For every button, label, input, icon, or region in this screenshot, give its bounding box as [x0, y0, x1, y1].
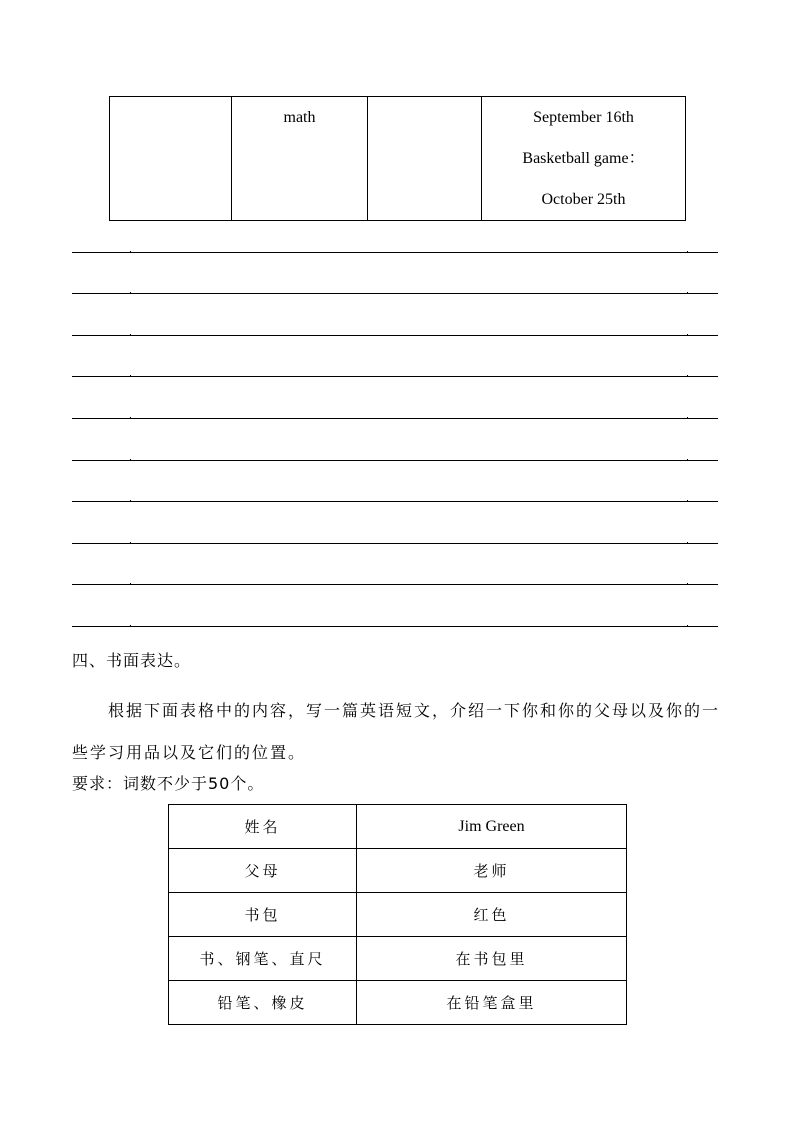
cell-text: October 25th: [541, 191, 626, 208]
instruction-text: 根据下面表格中的内容，写一篇英语短文，介绍一下你和你的父母以及你的一些学习用品以及它们的位置。: [72, 701, 721, 762]
table-cell: [368, 97, 482, 221]
table-row: [169, 849, 627, 893]
writing-line: [72, 252, 718, 253]
writing-line: [72, 584, 718, 585]
section-title: 四、书面表达。: [72, 651, 192, 670]
table-row: [110, 97, 686, 221]
writing-line: [72, 626, 718, 627]
table-cell: 姓名: [169, 805, 357, 849]
table-cell: 红色: [357, 893, 627, 937]
table-cell: 在书包里: [357, 937, 627, 981]
writing-line: [72, 501, 718, 502]
requirement-text: 要求：词数不少于50个。: [72, 774, 265, 793]
table-cell: 铅笔、橡皮: [169, 981, 357, 1025]
cell-text: math: [283, 109, 316, 126]
table-row: [169, 893, 627, 937]
table-cell: 老师: [357, 849, 627, 893]
table-cell: Jim Green: [357, 805, 627, 849]
writing-line: [72, 376, 718, 377]
table-cell: [110, 97, 232, 221]
writing-line: [72, 460, 718, 461]
table-cell: 书、钢笔、直尺: [169, 937, 357, 981]
info-table: [168, 804, 627, 1025]
writing-line: [72, 418, 718, 419]
table-cell: [232, 97, 368, 221]
table-cell: 在铅笔盒里: [357, 981, 627, 1025]
schedule-table: [109, 96, 686, 221]
table-cell: [482, 97, 686, 221]
writing-line: [72, 293, 718, 294]
writing-line: [72, 543, 718, 544]
table-cell: 父母: [169, 849, 357, 893]
table-cell: 书包: [169, 893, 357, 937]
cell-text: Basketball game：: [522, 150, 645, 167]
table-row: [169, 937, 627, 981]
writing-line: [72, 335, 718, 336]
table-row: [169, 981, 627, 1025]
table-row: [169, 805, 627, 849]
cell-text: September 16th: [533, 109, 634, 126]
